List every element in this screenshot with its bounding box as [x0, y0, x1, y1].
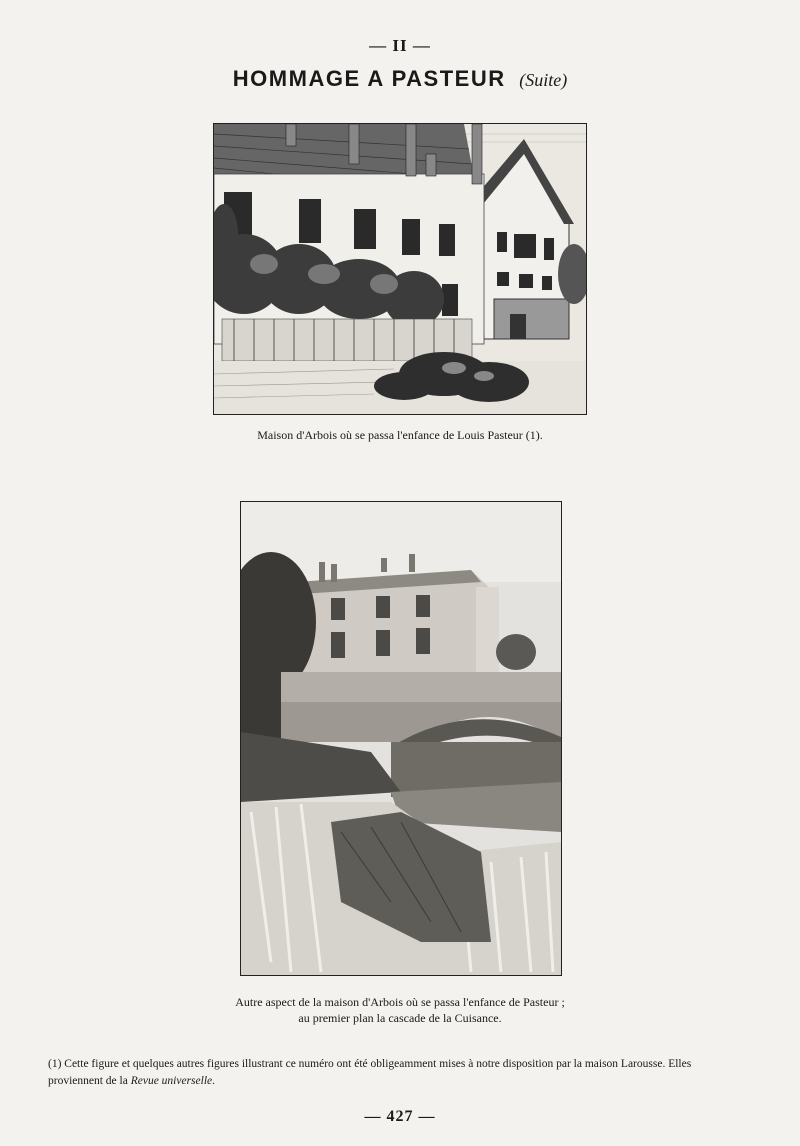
title-text: HOMMAGE A PASTEUR [232, 66, 506, 91]
footnote-end: . [212, 1075, 216, 1087]
figure-2-caption: Autre aspect de la maison d'Arbois où se passa l'enfance de Pasteur ; au premier plan la cascade de la Cuisance. [235, 995, 565, 1025]
figure-house-engraving [213, 123, 587, 415]
footnote-source: Revue universelle [130, 1075, 213, 1087]
title-suffix: (Suite) [519, 70, 568, 90]
figure-1-caption: Maison d'Arbois où se passa l'enfance de Louis Pasteur (1). [257, 428, 543, 442]
figure-house-bridge-cascade-photo [240, 501, 562, 976]
page-title [0, 66, 800, 92]
footnote-text: (1) Cette figure et quelques autres figures illustrant ce numéro ont été obligeamment mises à notre disposition par la maison Larousse. Elles proviennent de la [48, 1058, 692, 1087]
page-number: — 427 — [364, 1108, 436, 1125]
page-marker: — II — [369, 36, 431, 55]
footnote [48, 1056, 748, 1090]
